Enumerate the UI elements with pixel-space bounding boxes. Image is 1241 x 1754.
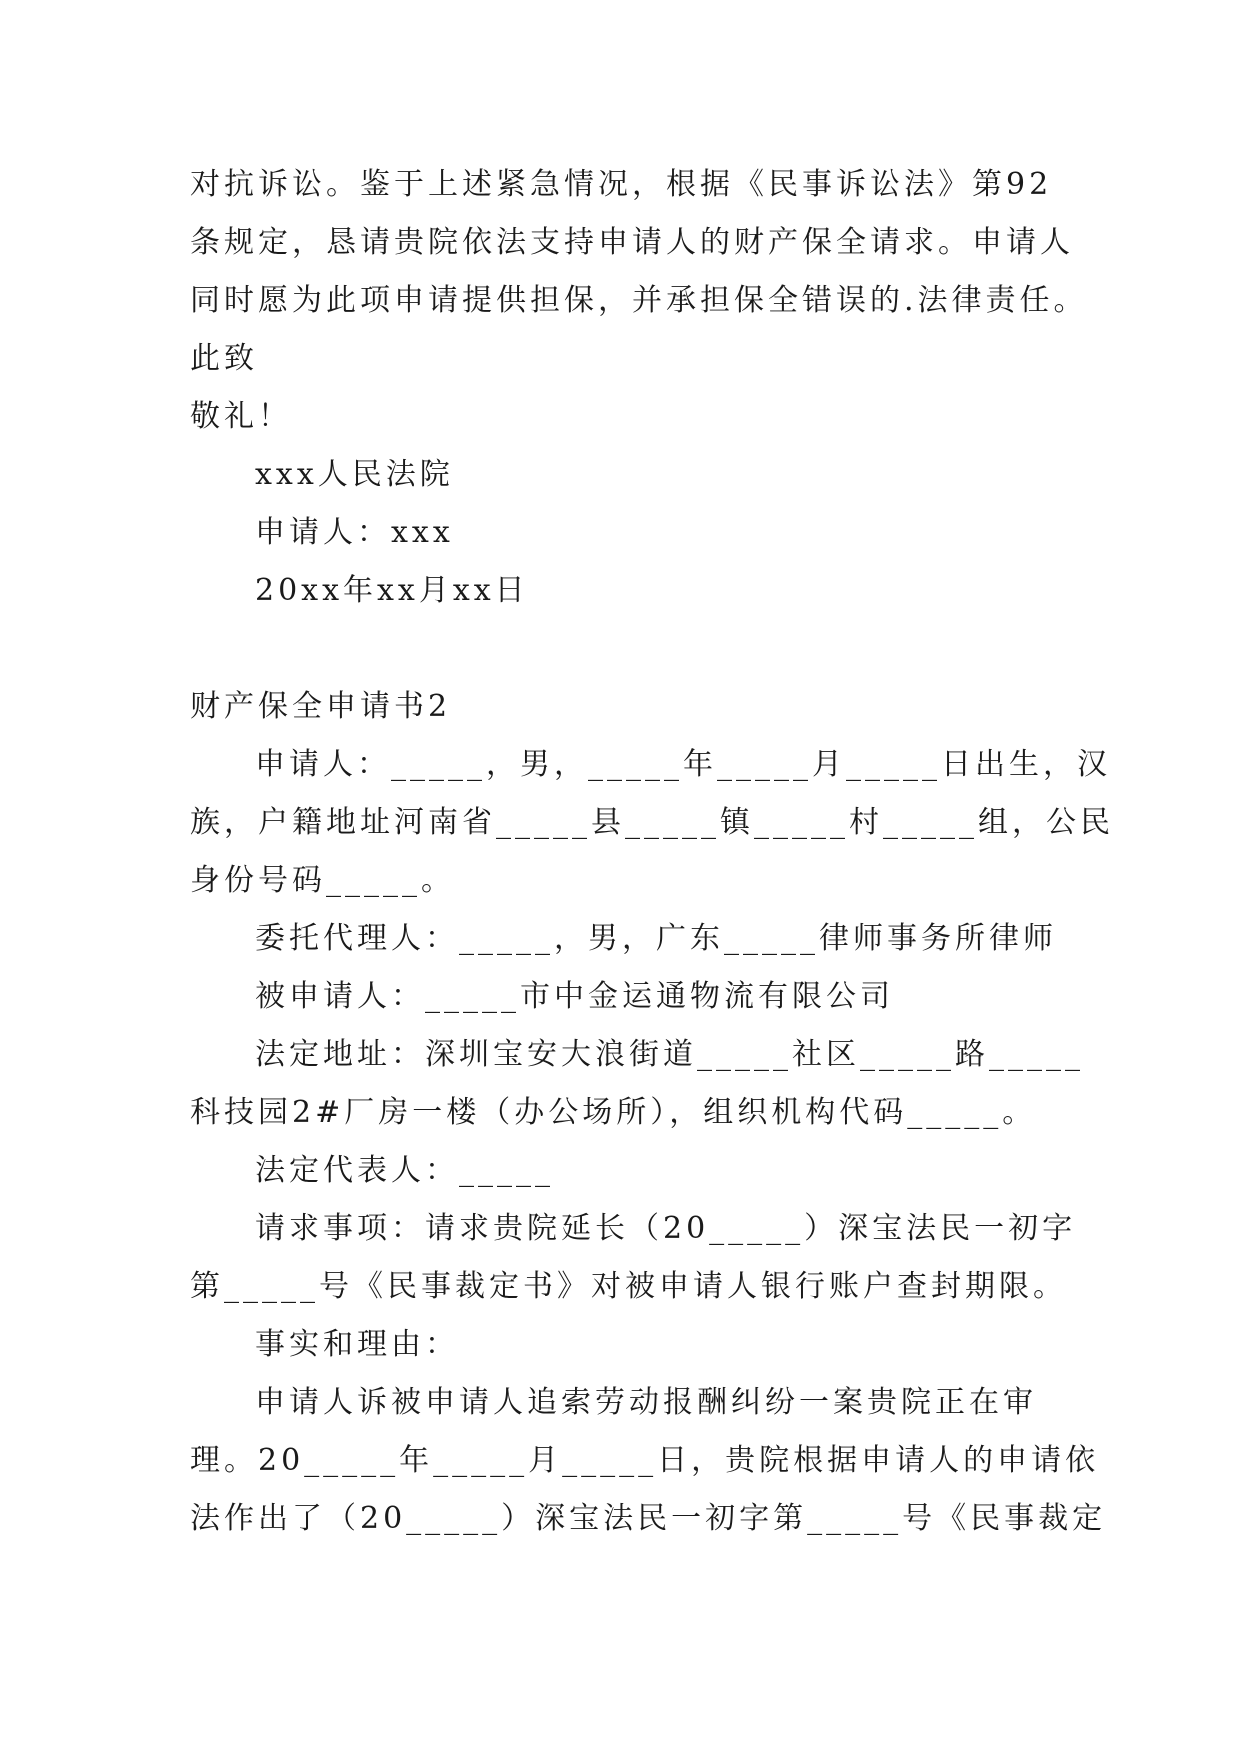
text-line-legal-rep: 法定代表人：_____ [255,1153,554,1188]
text-line-applicant-3: 身份号码_____。 [190,863,455,898]
text-line-respondent: 被申请人：_____市中金运通物流有限公司 [255,979,894,1014]
text-line-applicant-2: 族，户籍地址河南省_____县_____镇_____村_____组，公民 [190,805,1114,840]
text-line-request-2: 第_____号《民事裁定书》对被申请人银行账户查封期限。 [190,1269,1067,1304]
text-line-facts-1: 申请人诉被申请人追索劳动报酬纠纷一案贵院正在审 [255,1385,1037,1420]
text-line-applicant-1: 申请人：_____，男，_____年_____月_____日出生，汉 [255,747,1111,782]
text-line-facts-2: 理。20_____年_____月_____日，贵院根据申请人的申请依 [190,1443,1100,1478]
text-line-agent: 委托代理人：_____，男，广东_____律师事务所律师 [255,921,1057,956]
section-title: 财产保全申请书2 [190,689,452,724]
closing-salutation-1: 此致 [190,341,258,376]
text-line-2: 条规定，恳请贵院依法支持申请人的财产保全请求。申请人 [190,225,1074,260]
text-line-request-1: 请求事项：请求贵院延长（20_____）深宝法民一初字 [255,1211,1077,1246]
text-line-address-1: 法定地址：深圳宝安大浪街道_____社区_____路_____ [255,1037,1084,1072]
text-line-1: 对抗诉讼。鉴于上述紧急情况，根据《民事诉讼法》第92 [190,167,1053,202]
text-line-address-2: 科技园2#厂房一楼（办公场所），组织机构代码_____。 [190,1095,1037,1130]
signature-date: 20xx年xx月xx日 [255,573,529,608]
closing-salutation-2: 敬礼！ [190,399,292,434]
text-line-3: 同时愿为此项申请提供担保，并承担保全错误的.法律责任。 [190,283,1088,318]
text-line-facts-heading: 事实和理由： [255,1327,459,1362]
applicant-signature: 申请人：xxx [255,515,454,550]
court-name: xxx人民法院 [255,457,454,492]
text-line-facts-3: 法作出了（20_____）深宝法民一初字第_____号《民事裁定 [190,1501,1107,1536]
